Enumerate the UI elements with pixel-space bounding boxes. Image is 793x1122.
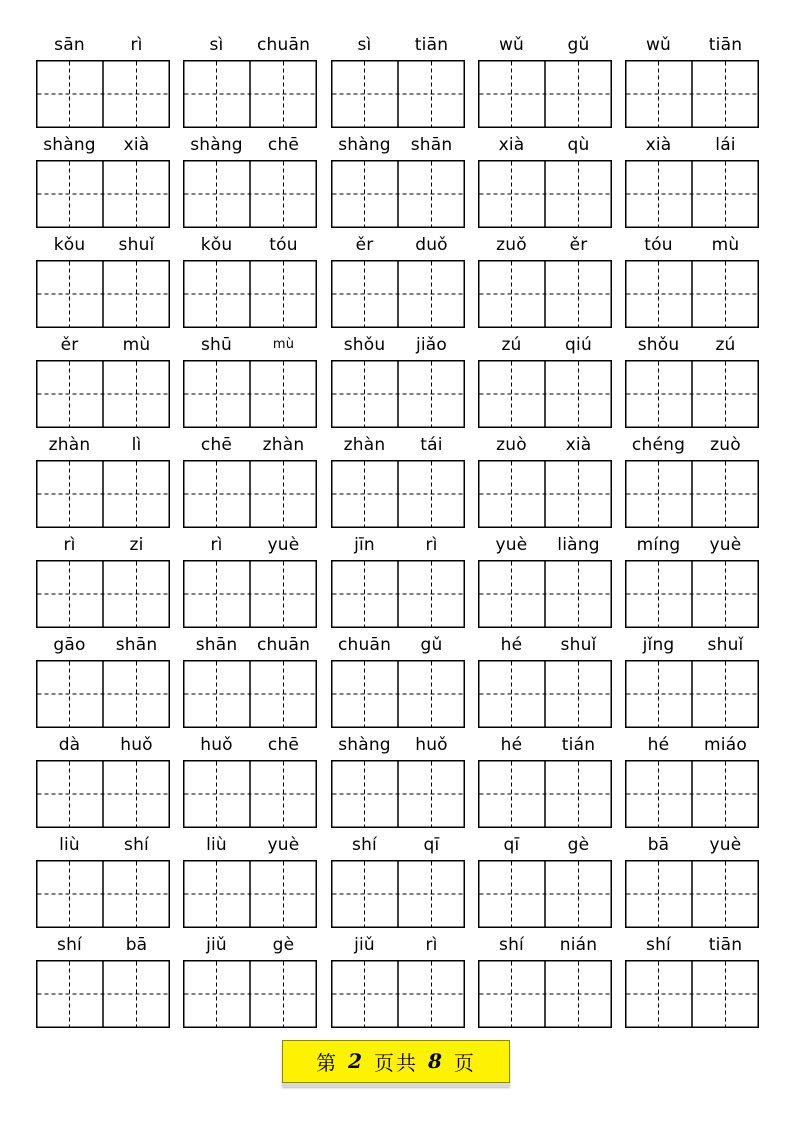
pinyin-syllable: chē — [267, 135, 300, 155]
pinyin-syllable: chē — [200, 435, 233, 455]
tianzige-writing-grid[interactable] — [331, 360, 465, 428]
pinyin-syllable: tiān — [708, 35, 743, 55]
word-item — [331, 333, 465, 433]
word-item — [36, 933, 170, 1033]
pinyin-syllable: tiān — [708, 935, 743, 955]
tianzige-writing-grid[interactable] — [183, 760, 317, 828]
pinyin-syllable: kǒu — [200, 235, 233, 255]
pinyin-syllable: gè — [567, 835, 590, 855]
word-item — [331, 433, 465, 533]
pinyin-syllable: shí — [57, 935, 82, 955]
word-item — [478, 33, 612, 133]
word-item — [183, 533, 317, 633]
pinyin-syllable: zhàn — [262, 435, 305, 455]
tianzige-writing-grid[interactable] — [478, 360, 612, 428]
tianzige-writing-grid[interactable] — [625, 60, 759, 128]
pinyin-syllable: zuò — [496, 435, 527, 455]
tianzige-writing-grid[interactable] — [331, 960, 465, 1028]
pinyin-syllable: nián — [559, 935, 598, 955]
tianzige-writing-grid[interactable] — [183, 160, 317, 228]
tianzige-writing-grid[interactable] — [625, 160, 759, 228]
tianzige-writing-grid[interactable] — [331, 760, 465, 828]
worksheet-row — [0, 833, 793, 933]
pinyin-syllable: jiǔ — [206, 935, 227, 955]
pinyin-syllable: shí — [124, 835, 149, 855]
tianzige-writing-grid[interactable] — [478, 260, 612, 328]
word-item — [183, 933, 317, 1033]
word-item — [331, 33, 465, 133]
word-item — [183, 733, 317, 833]
word-item — [36, 833, 170, 933]
pinyin-syllable: yuè — [267, 535, 300, 555]
tianzige-writing-grid[interactable] — [331, 260, 465, 328]
pinyin-syllable: gāo — [53, 635, 86, 655]
word-item — [625, 533, 759, 633]
tianzige-writing-grid[interactable] — [183, 860, 317, 928]
word-item — [478, 433, 612, 533]
tianzige-writing-grid[interactable] — [625, 660, 759, 728]
word-item — [478, 133, 612, 233]
tianzige-writing-grid[interactable] — [625, 560, 759, 628]
tianzige-writing-grid[interactable] — [478, 760, 612, 828]
word-item — [478, 733, 612, 833]
pinyin-syllable: rì — [425, 535, 438, 555]
pinyin-syllable: qī — [503, 835, 520, 855]
pinyin-syllable: liù — [59, 835, 80, 855]
pinyin-syllable: rì — [210, 535, 223, 555]
pinyin-syllable: bā — [647, 835, 670, 855]
worksheet-row — [0, 433, 793, 533]
pinyin-syllable: tóu — [644, 235, 673, 255]
page-middle: 页共 — [374, 1050, 418, 1075]
pinyin-syllable: shí — [352, 835, 377, 855]
worksheet-row — [0, 633, 793, 733]
word-item — [478, 233, 612, 333]
pinyin-syllable: miáo — [704, 735, 747, 755]
word-item — [36, 33, 170, 133]
tianzige-writing-grid[interactable] — [183, 660, 317, 728]
tianzige-writing-grid[interactable] — [478, 660, 612, 728]
pinyin-syllable: huǒ — [200, 735, 233, 755]
tianzige-writing-grid[interactable] — [36, 360, 170, 428]
pinyin-syllable: xià — [565, 435, 592, 455]
pinyin-syllable: dà — [58, 735, 81, 755]
pinyin-syllable: zhàn — [343, 435, 386, 455]
pinyin-syllable: shān — [410, 135, 453, 155]
tianzige-writing-grid[interactable] — [478, 460, 612, 528]
tianzige-writing-grid[interactable] — [183, 460, 317, 528]
tianzige-writing-grid[interactable] — [478, 60, 612, 128]
pinyin-syllable: qù — [567, 135, 590, 155]
pinyin-syllable: rì — [130, 35, 143, 55]
pinyin-syllable: sì — [357, 35, 372, 55]
pinyin-syllable: chuān — [256, 35, 311, 55]
pinyin-syllable: mù — [272, 337, 295, 352]
word-item — [331, 633, 465, 733]
pinyin-syllable: gǔ — [420, 635, 443, 655]
word-item — [478, 833, 612, 933]
pinyin-syllable: wǔ — [498, 35, 525, 55]
word-item — [183, 833, 317, 933]
word-item — [36, 333, 170, 433]
pinyin-syllable: shǒu — [637, 335, 680, 355]
tianzige-writing-grid[interactable] — [36, 960, 170, 1028]
tianzige-writing-grid[interactable] — [625, 360, 759, 428]
worksheet-row — [0, 933, 793, 1033]
word-item — [478, 533, 612, 633]
tianzige-writing-grid[interactable] — [331, 460, 465, 528]
word-item — [36, 733, 170, 833]
page-indicator — [282, 1040, 510, 1083]
tianzige-writing-grid[interactable] — [478, 960, 612, 1028]
tianzige-writing-grid[interactable] — [183, 360, 317, 428]
pinyin-syllable: qiú — [565, 335, 592, 355]
word-item — [625, 233, 759, 333]
tianzige-writing-grid[interactable] — [625, 960, 759, 1028]
pinyin-syllable: lì — [131, 435, 142, 455]
tianzige-writing-grid[interactable] — [36, 660, 170, 728]
pinyin-syllable: hé — [500, 735, 523, 755]
pinyin-syllable: míng — [636, 535, 681, 555]
pinyin-syllable: tiān — [414, 35, 449, 55]
pinyin-syllable: shān — [195, 635, 238, 655]
pinyin-syllable: jīn — [354, 535, 375, 555]
pinyin-syllable: yuè — [267, 835, 300, 855]
pinyin-syllable: jiǎo — [415, 335, 448, 355]
word-item — [331, 233, 465, 333]
tianzige-writing-grid[interactable] — [183, 60, 317, 128]
pinyin-syllable: tián — [561, 735, 596, 755]
pinyin-syllable: shàng — [338, 735, 391, 755]
tianzige-writing-grid[interactable] — [331, 860, 465, 928]
tianzige-writing-grid[interactable] — [36, 760, 170, 828]
pinyin-syllable: chē — [267, 735, 300, 755]
pinyin-syllable: shǒu — [343, 335, 386, 355]
page-prefix: 第 — [316, 1050, 339, 1075]
pinyin-syllable: shí — [499, 935, 524, 955]
pinyin-syllable: shàng — [338, 135, 391, 155]
pinyin-syllable: huǒ — [415, 735, 448, 755]
pinyin-syllable: zú — [715, 335, 736, 355]
word-item — [331, 833, 465, 933]
word-item — [478, 333, 612, 433]
tianzige-writing-grid[interactable] — [36, 560, 170, 628]
tianzige-writing-grid[interactable] — [331, 60, 465, 128]
worksheet-row — [0, 733, 793, 833]
worksheet-row — [0, 533, 793, 633]
word-item — [625, 733, 759, 833]
pinyin-syllable: tái — [420, 435, 443, 455]
word-item — [183, 133, 317, 233]
tianzige-writing-grid[interactable] — [36, 260, 170, 328]
tianzige-writing-grid[interactable] — [331, 160, 465, 228]
pinyin-syllable: qī — [423, 835, 440, 855]
page-suffix: 页 — [453, 1050, 476, 1075]
pinyin-syllable: yuè — [495, 535, 528, 555]
tianzige-writing-grid[interactable] — [625, 260, 759, 328]
pinyin-syllable: chéng — [631, 435, 686, 455]
pinyin-syllable: shū — [200, 335, 232, 355]
word-item — [625, 33, 759, 133]
tianzige-writing-grid[interactable] — [625, 460, 759, 528]
pinyin-syllable: shuǐ — [707, 635, 744, 655]
pinyin-syllable: xià — [123, 135, 150, 155]
tianzige-writing-grid[interactable] — [36, 860, 170, 928]
tianzige-writing-grid[interactable] — [331, 660, 465, 728]
pinyin-syllable: rì — [425, 935, 438, 955]
word-item — [331, 933, 465, 1033]
tianzige-writing-grid[interactable] — [36, 460, 170, 528]
pinyin-syllable: jiǔ — [354, 935, 375, 955]
pinyin-syllable: xià — [645, 135, 672, 155]
word-item — [478, 633, 612, 733]
word-item — [183, 33, 317, 133]
worksheet-row — [0, 133, 793, 233]
tianzige-writing-grid[interactable] — [625, 760, 759, 828]
pinyin-syllable: hé — [500, 635, 523, 655]
pinyin-syllable: gè — [272, 935, 295, 955]
tianzige-writing-grid[interactable] — [183, 260, 317, 328]
pinyin-syllable: zuǒ — [496, 235, 527, 255]
word-item — [625, 133, 759, 233]
total-pages-number: 8 — [428, 1049, 444, 1073]
word-item — [183, 433, 317, 533]
pinyin-syllable: huǒ — [120, 735, 153, 755]
pinyin-syllable: jǐng — [642, 635, 675, 655]
pinyin-syllable: lái — [715, 135, 736, 155]
word-item — [478, 933, 612, 1033]
tianzige-writing-grid[interactable] — [478, 560, 612, 628]
word-item — [36, 133, 170, 233]
pinyin-syllable: chuān — [256, 635, 311, 655]
pinyin-syllable: duǒ — [415, 235, 448, 255]
word-item — [36, 433, 170, 533]
tianzige-writing-grid[interactable] — [478, 160, 612, 228]
pinyin-syllable: zhàn — [48, 435, 91, 455]
pinyin-syllable: kǒu — [53, 235, 86, 255]
pinyin-syllable: hé — [647, 735, 670, 755]
pinyin-syllable: shuǐ — [118, 235, 155, 255]
pinyin-syllable: ěr — [355, 235, 374, 255]
pinyin-syllable: mù — [122, 335, 151, 355]
pinyin-syllable: liàng — [557, 535, 600, 555]
pinyin-syllable: zuò — [710, 435, 741, 455]
pinyin-syllable: wǔ — [645, 35, 672, 55]
word-item — [331, 133, 465, 233]
pinyin-syllable: xià — [498, 135, 525, 155]
pinyin-syllable: zú — [501, 335, 522, 355]
word-item — [36, 233, 170, 333]
tianzige-writing-grid[interactable] — [183, 960, 317, 1028]
tianzige-writing-grid[interactable] — [331, 560, 465, 628]
pinyin-syllable: sān — [54, 35, 85, 55]
tianzige-writing-grid[interactable] — [36, 160, 170, 228]
current-page-number: 2 — [348, 1049, 364, 1073]
word-item — [331, 733, 465, 833]
word-item — [183, 233, 317, 333]
pinyin-syllable: ěr — [60, 335, 79, 355]
worksheet-row — [0, 333, 793, 433]
worksheet-row — [0, 233, 793, 333]
pinyin-syllable: shí — [646, 935, 671, 955]
pinyin-syllable: liù — [206, 835, 227, 855]
word-item — [331, 533, 465, 633]
pinyin-syllable: chuān — [337, 635, 392, 655]
word-item — [625, 333, 759, 433]
word-item — [625, 633, 759, 733]
tianzige-writing-grid[interactable] — [183, 560, 317, 628]
pinyin-syllable: tóu — [269, 235, 298, 255]
pinyin-syllable: mù — [711, 235, 740, 255]
pinyin-syllable: shuǐ — [560, 635, 597, 655]
tianzige-writing-grid[interactable] — [478, 860, 612, 928]
word-item — [36, 633, 170, 733]
word-item — [625, 433, 759, 533]
word-item — [625, 833, 759, 933]
word-item — [625, 933, 759, 1033]
pinyin-syllable: shàng — [190, 135, 243, 155]
word-item — [36, 533, 170, 633]
word-item — [183, 333, 317, 433]
pinyin-syllable: shān — [115, 635, 158, 655]
pinyin-syllable: gǔ — [567, 35, 590, 55]
pinyin-syllable: yuè — [709, 835, 742, 855]
worksheet-row — [0, 33, 793, 133]
pinyin-syllable: yuè — [709, 535, 742, 555]
pinyin-syllable: zi — [129, 535, 144, 555]
pinyin-syllable: bā — [125, 935, 148, 955]
pinyin-syllable: ěr — [569, 235, 588, 255]
pinyin-syllable: rì — [63, 535, 76, 555]
pinyin-syllable: sì — [209, 35, 224, 55]
word-item — [183, 633, 317, 733]
tianzige-writing-grid[interactable] — [625, 860, 759, 928]
tianzige-writing-grid[interactable] — [36, 60, 170, 128]
pinyin-syllable: shàng — [43, 135, 96, 155]
